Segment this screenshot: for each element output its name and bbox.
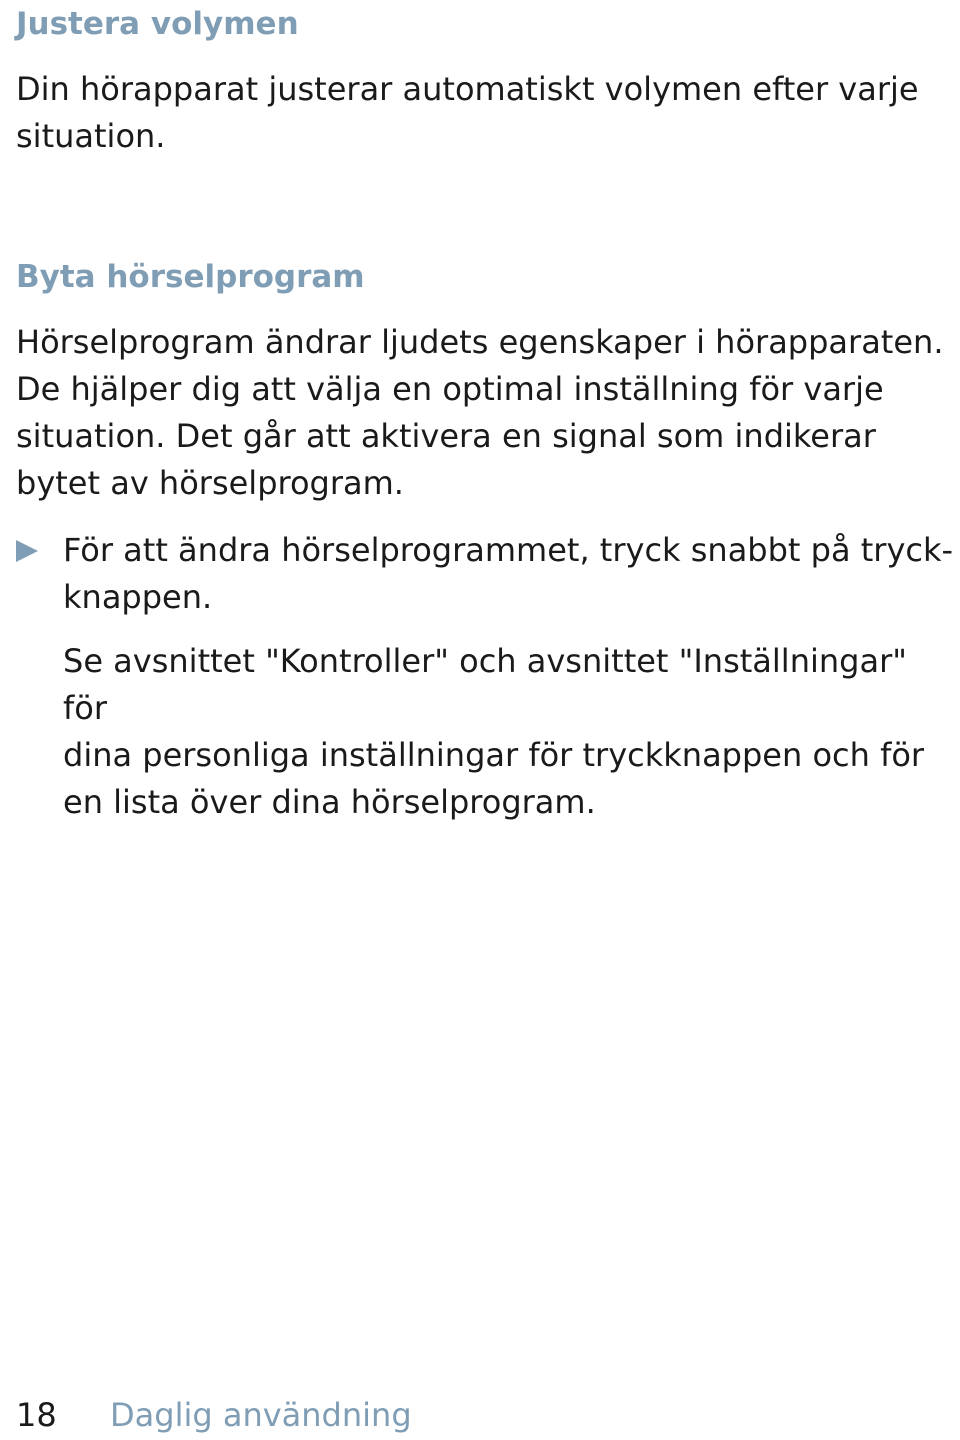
footer-section-title: Daglig användning: [110, 1396, 412, 1434]
section-heading-adjust-volume: Justera volymen: [16, 6, 299, 42]
section-heading-change-program: Byta hörselprogram: [16, 259, 365, 295]
reference-note: Se avsnittet "Kontroller" och avsnittet "Inställningar" för dina personliga inställningar för tryckknappen och för en lista över dina hörselprogram.: [63, 642, 925, 821]
page-footer: [16, 1393, 916, 1437]
paragraph-adjust-volume: Din hörapparat justerar automatiskt volymen efter varje situation.: [16, 70, 919, 155]
instruction-text: För att ändra hörselprogrammet, tryck snabbt på tryck- knappen.: [63, 531, 954, 616]
paragraph-change-program: Hörselprogram ändrar ljudets egenskaper i hörapparaten. De hjälper dig att välja en optimal inställning för varje situation. Det går att aktivera en signal som indikerar bytet av hörselprogram.: [16, 323, 944, 502]
triangle-right-icon: [16, 540, 38, 562]
page-number: 18: [16, 1396, 57, 1434]
